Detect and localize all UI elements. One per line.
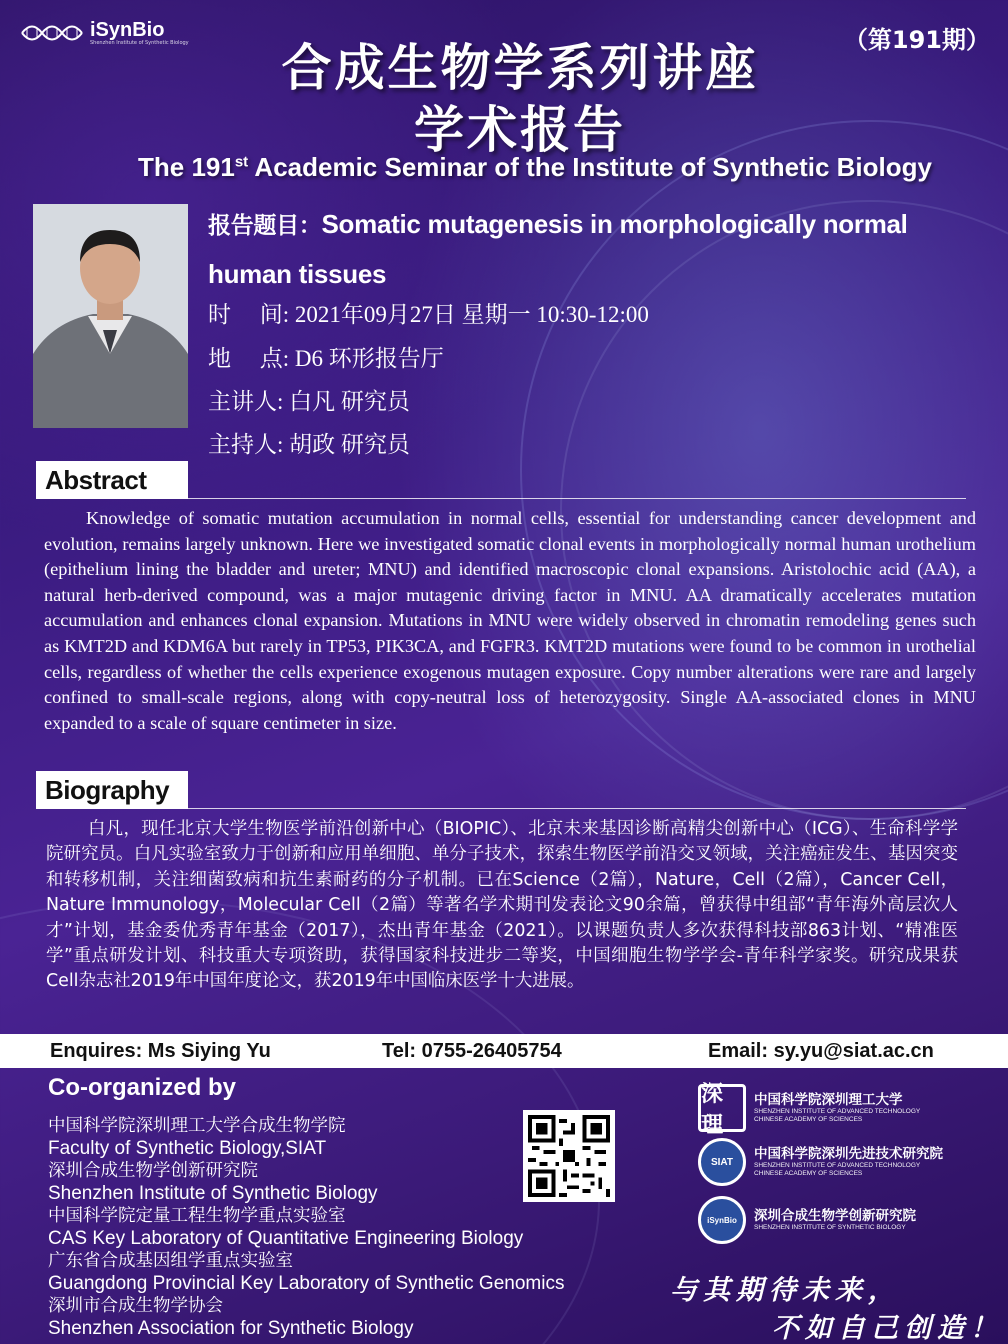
title-en-post: Academic Seminar of the Institute of Synthetic Biology: [248, 152, 932, 182]
contact-email[interactable]: Email: sy.yu@siat.ac.cn: [708, 1040, 934, 1062]
contact-tel: Tel: 0755-26405754: [382, 1040, 562, 1062]
org-line: 深圳市合成生物学协会: [48, 1296, 223, 1316]
biography-heading: Biography: [36, 771, 188, 809]
talk-host: 主持人: 胡政 研究员: [208, 432, 410, 457]
title-english: [0, 152, 1008, 183]
institution-name: 中国科学院深圳理工大学: [754, 1092, 903, 1108]
institution-sub: SHENZHEN INSTITUTE OF ADVANCED TECHNOLOGY: [754, 1162, 921, 1169]
abstract-text: Knowledge of somatic mutation accumulation in normal cells, essential for understanding cancer development and evolution, remains largely unknown. Here we investigated somatic clonal events in morphologically normal human urothelium (epithelium lining the bladder and ureter; MNU) and identified macroscopic clonal expansions. Aristolochic acid (AA), a natural herb-derived compound, was a major mutagenic driving factor in MNU. AA dramatically accelerates mutation accumulation and enhances clonal expansion. Mutations in MNU were widely observed in chromatin remodeling genes such as KMT2D and KDM6A but rarely in TP53, PIK3CA, and FGFR3. KMT2D mutations were found to be common in urothelial cells, regardless of whether the cells experience exogenous mutagen exposure. Copy number alterations were rare and largely confined to small-scale regions, along with copy-neutral loss of heterozygosity. Single AA-associated clones in MNU expanded to a scale of square centimeter in size.: [44, 508, 976, 733]
talk-speaker: 主讲人: 白凡 研究员: [208, 389, 410, 414]
org-line: 深圳合成生物学创新研究院: [48, 1161, 258, 1181]
institution-sub: SHENZHEN INSTITUTE OF SYNTHETIC BIOLOGY: [754, 1224, 906, 1231]
title-chinese-line1: 合成生物学系列讲座: [281, 39, 759, 97]
institution-name: 中国科学院深圳先进技术研究院: [754, 1146, 943, 1162]
org-line: Shenzhen Association for Synthetic Biology: [48, 1317, 414, 1339]
title-en-pre: The 191: [138, 152, 235, 182]
isynbio-seal-icon: iSynBio: [698, 1196, 746, 1244]
siat-university-logo-icon: 深理: [698, 1084, 746, 1132]
topic-label: 报告题目：: [208, 213, 322, 239]
siat-seal-icon: SIAT: [698, 1138, 746, 1186]
institution-sub: SHENZHEN INSTITUTE OF ADVANCED TECHNOLOGY: [754, 1108, 921, 1115]
institution-sub: CHINESE ACADEMY OF SCIENCES: [754, 1116, 863, 1123]
contact-bar: [0, 1034, 1008, 1068]
topic-text: Somatic mutagenesis in morphologically normal human tissues: [208, 209, 908, 289]
institution-name: 深圳合成生物学创新研究院: [754, 1208, 916, 1224]
abstract-heading: Abstract: [36, 461, 188, 499]
talk-topic: [208, 200, 988, 298]
org-line: Faculty of Synthetic Biology,SIAT: [48, 1137, 327, 1159]
biography-text: 白凡，现任北京大学生物医学前沿创新中心（BIOPIC）、北京未来基因诊断高精尖创新中心（ICG）、生命科学学院研究员。白凡实验室致力于创新和应用单细胞、单分子技术，探索生物医学前沿交叉领域，关注癌症发生、基因突变和转移机制，关注细菌致病和抗生素耐药的分子机制。已在Science（2篇），Nature，Cell（2篇），Cancer Cell，Nature Immunology，Molecular Cell（2篇）等著名学术期刊发表论文90余篇，曾获得中组部“青年海外高层次人才”计划，基金委优秀青年基金（2017），杰出青年基金（2021）。以课题负责人多次获得科技部863计划、“精准医学”重点研发计划、科技重大专项资助，获得国家科技进步二等奖，中国细胞生物学学会-青年科学家奖。研究成果获Cell杂志社2019年中国年度论文，获2019年中国临床医学十大进展。: [46, 819, 958, 992]
institution-siat-university: [698, 1081, 921, 1137]
coorganized-title: Co-organized by: [48, 1074, 237, 1101]
talk-place: 地 点: D6 环形报告厅: [208, 346, 444, 371]
institution-sub: CHINESE ACADEMY OF SCIENCES: [754, 1170, 863, 1177]
org-line: Guangdong Provincial Key Laboratory of Synthetic Genomics: [48, 1272, 565, 1294]
title-en-sup: st: [234, 153, 249, 171]
org-line: 广东省合成基因组学重点实验室: [48, 1251, 293, 1271]
speaker-photo: [33, 204, 188, 428]
talk-time: 时 间: 2021年09月27日 星期一 10:30-12:00: [208, 302, 649, 327]
issue-number: （第191期）: [843, 26, 990, 54]
qr-code[interactable]: [523, 1110, 615, 1202]
abstract-divider: [188, 498, 966, 499]
org-line: CAS Key Laboratory of Quantitative Engineering Biology: [48, 1227, 524, 1249]
title-chinese-line2: 学术报告: [414, 101, 626, 159]
org-line: 中国科学院定量工程生物学重点实验室: [48, 1206, 346, 1226]
logo-text: iSynBio: [90, 18, 165, 41]
slogan-line2: 不如自己创造！: [772, 1313, 1003, 1344]
org-line: 中国科学院深圳理工大学合成生物学院: [48, 1116, 346, 1136]
logo-subtitle: Shenzhen Institute of Synthetic Biology: [90, 39, 189, 46]
contact-enquires: Enquires: Ms Siying Yu: [50, 1040, 271, 1062]
slogan-line1: 与其期待未来，: [670, 1275, 901, 1306]
institution-siat: [698, 1138, 943, 1186]
org-line: Shenzhen Institute of Synthetic Biology: [48, 1182, 378, 1204]
institution-isynbio: [698, 1196, 916, 1244]
coorganizer-list: [48, 1115, 564, 1340]
biography-divider: [188, 808, 966, 809]
